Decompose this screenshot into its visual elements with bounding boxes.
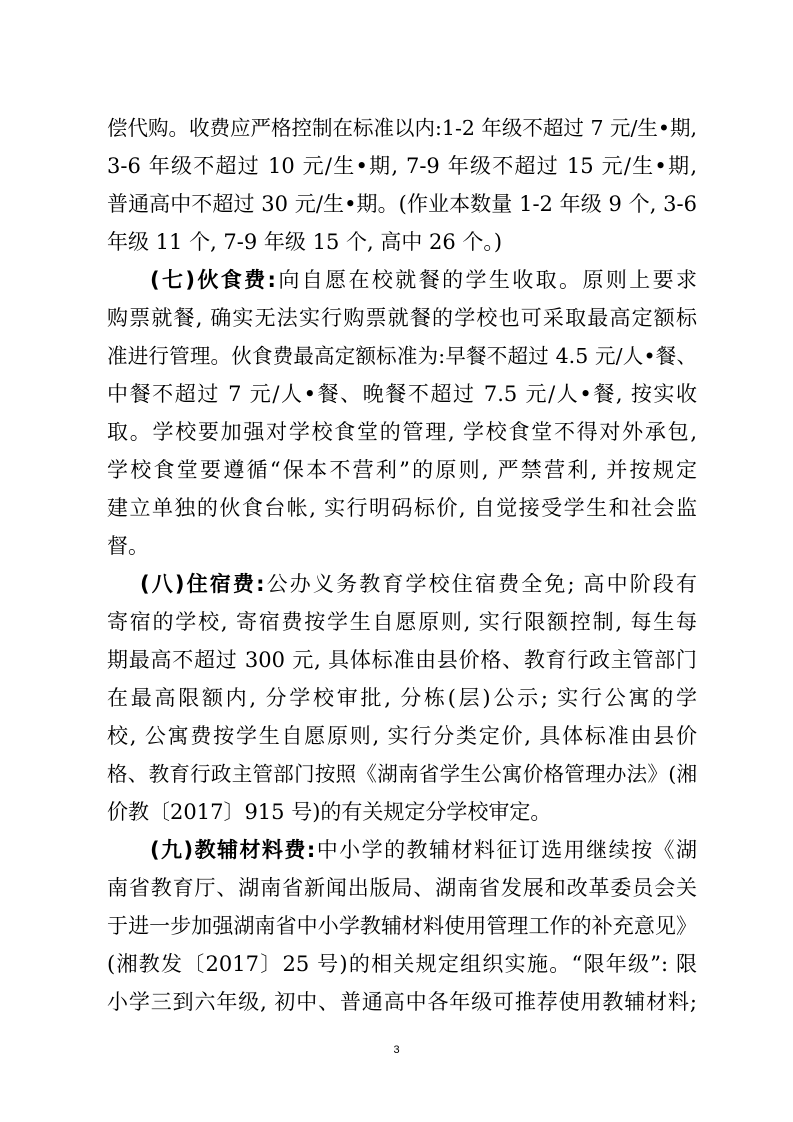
- text-line: 期最高不超过 300 元, 具体标准由县价格、教育行政主管部门: [107, 648, 697, 672]
- text-line: 购票就餐, 确实无法实行购票就餐的学校也可采取最高定额标: [107, 306, 697, 330]
- text-line: 校, 公寓费按学生自愿原则, 实行分类定价, 具体标准由县价: [107, 724, 697, 748]
- text-run: 公办义务教育学校住宿费全免; 高中阶段有: [264, 572, 698, 596]
- text-line: 价教〔2017〕915 号)的有关规定分学校审定。: [107, 800, 552, 824]
- text-line: 偿代购。收费应严格控制在标准以内:1-2 年级不超过 7 元/生•期,: [107, 116, 698, 140]
- text-line: 在最高限额内, 分学校审批, 分栋(层)公示; 实行公寓的学: [107, 686, 697, 710]
- section-heading-lodging-fee: (八)住宿费:: [140, 572, 265, 596]
- paragraph-first-line: [150, 837, 697, 863]
- text-line: 于进一步加强湖南省中小学教辅材料使用管理工作的补充意见》: [107, 914, 697, 938]
- section-heading-teaching-material-fee: (九)教辅材料费:: [150, 838, 316, 862]
- paragraph-first-line: [150, 267, 697, 293]
- paragraph-first-line: [140, 571, 697, 597]
- text-line: 3-6 年级不超过 10 元/生•期, 7-9 年级不超过 15 元/生•期,: [107, 154, 697, 178]
- page-number: 3: [393, 1044, 400, 1056]
- text-line: 中餐不超过 7 元/人•餐、晚餐不超过 7.5 元/人•餐, 按实收: [107, 382, 697, 406]
- text-line: 寄宿的学校, 寄宿费按学生自愿原则, 实行限额控制, 每生每: [107, 610, 697, 634]
- text-run: 中小学的教辅材料征订选用继续按《湖: [315, 838, 698, 862]
- text-line: 格、教育行政主管部门按照《湖南省学生公寓价格管理办法》(湘: [107, 762, 697, 786]
- text-run: 向自愿在校就餐的学生收取。原则上要求: [275, 268, 698, 292]
- text-line: 准进行管理。伙食费最高定额标准为:早餐不超过 4.5 元/人•餐、: [107, 344, 697, 368]
- text-line: (湘教发〔2017〕25 号)的相关规定组织实施。“限年级”: 限: [107, 952, 697, 976]
- text-line: 学校食堂要遵循“保本不营利”的原则, 严禁营利, 并按规定: [107, 458, 697, 482]
- text-line: 南省教育厅、湖南省新闻出版局、湖南省发展和改革委员会关: [107, 876, 697, 900]
- text-line: 建立单独的伙食台帐, 实行明码标价, 自觉接受学生和社会监: [107, 496, 697, 520]
- text-line: 年级 11 个, 7-9 年级 15 个, 高中 26 个。): [107, 230, 503, 254]
- text-line: 督。: [107, 534, 149, 558]
- text-line: 普通高中不超过 30 元/生•期。(作业本数量 1-2 年级 9 个, 3-6: [107, 192, 697, 216]
- text-line: 小学三到六年级, 初中、普通高中各年级可推荐使用教辅材料;: [107, 990, 697, 1014]
- text-line: 取。学校要加强对学校食堂的管理, 学校食堂不得对外承包,: [107, 420, 697, 444]
- section-heading-board-fee: (七)伙食费:: [150, 268, 276, 292]
